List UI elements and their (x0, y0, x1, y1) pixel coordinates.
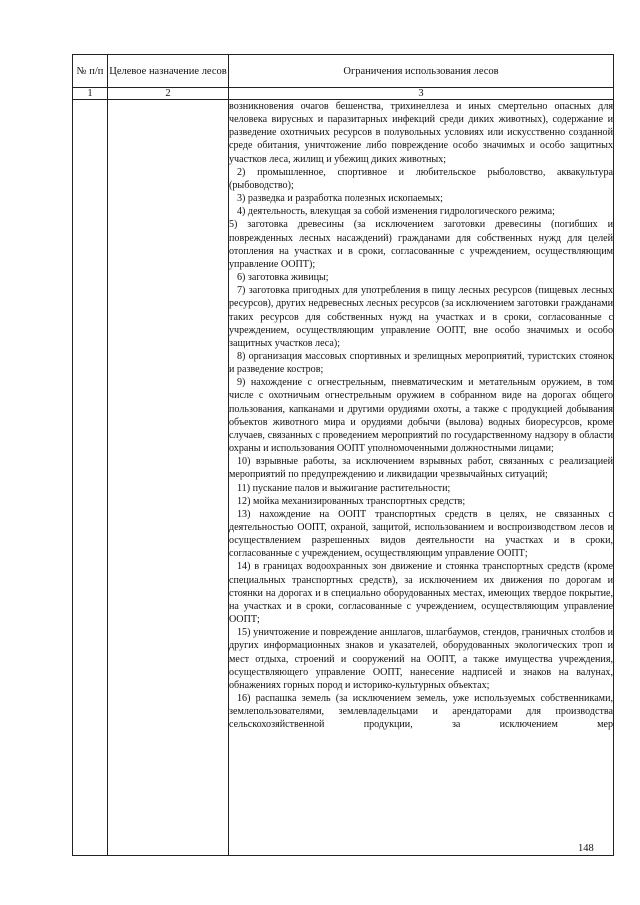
restriction-paragraph: 14) в границах водоохранных зон движение и стоянка транспортных средств (кроме специальных транспортных средств), за исключением их движения по дорогам и стоянки на дорогах и в специально оборудованных местах, имеющих твердое покрытие, на участках и в сроки, согласованные с учреждением, осуществляющим управление ООПТ; (229, 561, 613, 626)
column-number-row (73, 88, 614, 100)
page-number: 148 (578, 843, 594, 854)
restrictions-table (72, 54, 614, 856)
table-header-row (73, 55, 614, 88)
restriction-paragraph: 9) нахождение с огнестрельным, пневматическим и метательным оружием, в том числе с охотничьим огнестрельным оружием в собранном виде на дорогах общего пользования, капканами и другими орудиями охоты, а также с продукцией добывания объектов животного мира и орудиями добычи (вылова) водных биоресурсов, кроме случаев, связанных с проведением мероприятий по государственному надзору в области охраны и использования ООПТ уполномоченными должностными лицами; (229, 377, 613, 455)
header-purpose: Целевое назначение лесов (108, 55, 229, 88)
column-number: 1 (73, 88, 108, 100)
restriction-paragraph: 16) распашка земель (за исключением земель, уже используемых собственниками, землепользователями, землевладельцами и арендаторами для производства сельскохозяйственной продукции, за исключением мер (229, 693, 613, 731)
restriction-paragraph: 6) заготовка живицы; (237, 272, 329, 284)
column-number: 3 (229, 88, 614, 100)
header-restrictions: Ограничения использования лесов (229, 55, 614, 88)
restriction-paragraph: 2) промышленное, спортивное и любительское рыболовство, аквакультура (рыбоводство); (229, 166, 613, 191)
purpose-cell (108, 100, 229, 856)
restriction-paragraph: 7) заготовка пригодных для употребления в пищу лесных ресурсов (пищевых лесных ресурсов), других недревесных лесных ресурсов (за исключением заготовки гражданами таких ресурсов для собственных нужд на участках и в сроки, согласованные с учреждением, осуществляющим управление ООПТ, вне особо значимых и особо защитных участков леса); (229, 285, 613, 349)
restrictions-cell (229, 100, 614, 856)
restriction-paragraph: 15) уничтожение и повреждение аншлагов, шлагбаумов, стендов, граничных столбов и других информационных знаков и указателей, оборудованных экологических троп и мест отдыха, строений и сооружений на ООПТ, а также имущества учреждения, осуществляющего управление ООПТ, нанесение надписей и знаков на валунах, обнажениях горных пород и историко-культурных объектах; (229, 627, 613, 691)
table-row (73, 100, 614, 856)
restriction-paragraph: 4) деятельность, влекущая за собой изменения гидрологического режима; (237, 206, 555, 218)
restriction-paragraph: возникновения очагов бешенства, трихинеллеза и иных смертельно опасных для человека вирусных и паразитарных инфекций среди диких животных), содержание и разведение охотничьих ресурсов в полувольных условиях или искусственно созданной среде обитания, уничтожение либо повреждение особо значимых и особо защитных участков леса, жилищ и убежищ диких животных; (229, 101, 613, 165)
header-number: № п/п (73, 55, 108, 88)
column-number: 2 (108, 88, 229, 100)
restriction-paragraph: 3) разведка и разработка полезных ископаемых; (237, 193, 443, 205)
restriction-paragraph: 8) организация массовых спортивных и зрелищных мероприятий, туристских стоянок и разведение костров; (229, 350, 613, 376)
number-cell (73, 100, 108, 856)
restriction-paragraph: 13) нахождение на ООПТ транспортных средств в целях, не связанных с деятельностью ООПТ, охраной, защитой, использованием и воспроизводством лесов и осуществлением разрешенных видов деятельности на участках и в сроки, согласованные с учреждением, осуществляющим управление ООПТ; (229, 508, 613, 560)
restriction-paragraph: 11) пускание палов и выжигание растительности; (237, 482, 451, 494)
restriction-paragraph: 12) мойка механизированных транспортных средств; (237, 495, 466, 507)
restriction-paragraph: 10) взрывные работы, за исключением взрывных работ, связанных с реализацией мероприятий по предупреждению и ликвидации чрезвычайных ситуаций; (229, 456, 613, 481)
restriction-paragraph: 5) заготовка древесины (за исключением заготовки древесины (погибших и поврежденных лесных насаждений) гражданами для собственных нужд для целей отопления на участках и в сроки, согласованные с учреждением, осуществляющим управление ООПТ); (229, 219, 613, 270)
